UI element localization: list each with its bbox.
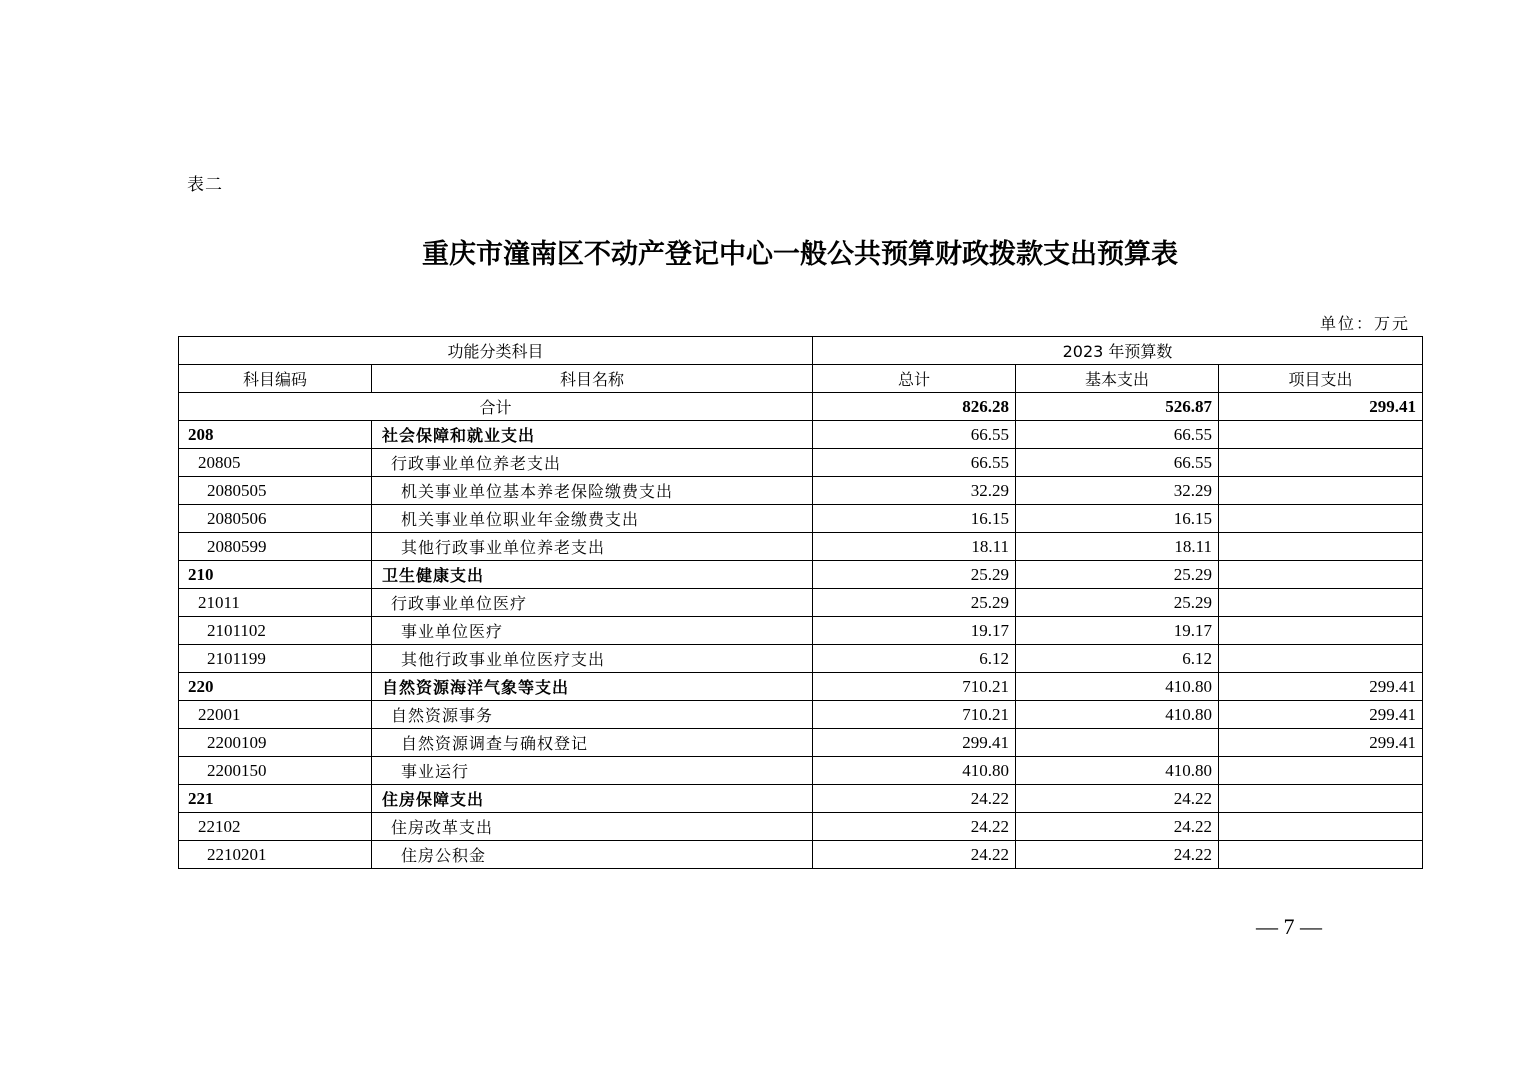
subject-name-cell: 其他行政事业单位养老支出 <box>372 533 813 561</box>
total-cell: 710.21 <box>813 701 1016 729</box>
subject-code-cell: 21011 <box>179 589 372 617</box>
header-subject-code: 科目编码 <box>179 365 372 393</box>
project-expenditure-cell <box>1219 757 1423 785</box>
table-row <box>179 841 1423 869</box>
subject-code-cell: 221 <box>179 785 372 813</box>
total-cell: 24.22 <box>813 841 1016 869</box>
header-subject-name: 科目名称 <box>372 365 813 393</box>
total-project: 299.41 <box>1219 393 1423 421</box>
table-row <box>179 729 1423 757</box>
subject-name-cell: 社会保障和就业支出 <box>372 421 813 449</box>
subject-name-cell: 自然资源事务 <box>372 701 813 729</box>
subject-code-cell: 22001 <box>179 701 372 729</box>
basic-expenditure-cell: 410.80 <box>1016 701 1219 729</box>
header-functional-classification: 功能分类科目 <box>179 337 813 365</box>
basic-expenditure-cell: 16.15 <box>1016 505 1219 533</box>
unit-label: 单位：万元 <box>1319 314 1410 333</box>
total-cell: 19.17 <box>813 617 1016 645</box>
total-cell: 410.80 <box>813 757 1016 785</box>
header-basic-expenditure: 基本支出 <box>1016 365 1219 393</box>
project-expenditure-cell: 299.41 <box>1219 729 1423 757</box>
project-expenditure-cell <box>1219 785 1423 813</box>
total-cell: 18.11 <box>813 533 1016 561</box>
total-cell: 66.55 <box>813 421 1016 449</box>
basic-expenditure-cell: 410.80 <box>1016 757 1219 785</box>
project-expenditure-cell <box>1219 813 1423 841</box>
basic-expenditure-cell: 25.29 <box>1016 561 1219 589</box>
subject-code-cell: 2080599 <box>179 533 372 561</box>
total-cell: 25.29 <box>813 589 1016 617</box>
basic-expenditure-cell <box>1016 729 1219 757</box>
budget-table <box>178 336 1423 869</box>
total-cell: 66.55 <box>813 449 1016 477</box>
subject-name-cell: 其他行政事业单位医疗支出 <box>372 645 813 673</box>
table-row <box>179 673 1423 701</box>
basic-expenditure-cell: 18.11 <box>1016 533 1219 561</box>
basic-expenditure-cell: 66.55 <box>1016 421 1219 449</box>
project-expenditure-cell <box>1219 841 1423 869</box>
subject-code-cell: 20805 <box>179 449 372 477</box>
basic-expenditure-cell: 66.55 <box>1016 449 1219 477</box>
subject-code-cell: 22102 <box>179 813 372 841</box>
table-row <box>179 449 1423 477</box>
table-row <box>179 533 1423 561</box>
total-cell: 24.22 <box>813 813 1016 841</box>
subject-name-cell: 自然资源调查与确权登记 <box>372 729 813 757</box>
total-total: 826.28 <box>813 393 1016 421</box>
table-row <box>179 785 1423 813</box>
table-row <box>179 645 1423 673</box>
basic-expenditure-cell: 24.22 <box>1016 785 1219 813</box>
table-row <box>179 589 1423 617</box>
project-expenditure-cell <box>1219 421 1423 449</box>
basic-expenditure-cell: 410.80 <box>1016 673 1219 701</box>
header-project-expenditure: 项目支出 <box>1219 365 1423 393</box>
subject-name-cell: 事业单位医疗 <box>372 617 813 645</box>
page-number: — 7 — <box>1256 914 1322 939</box>
project-expenditure-cell <box>1219 561 1423 589</box>
subject-name-cell: 住房保障支出 <box>372 785 813 813</box>
basic-expenditure-cell: 6.12 <box>1016 645 1219 673</box>
basic-expenditure-cell: 19.17 <box>1016 617 1219 645</box>
project-expenditure-cell <box>1219 505 1423 533</box>
subject-code-cell: 210 <box>179 561 372 589</box>
project-expenditure-cell <box>1219 645 1423 673</box>
basic-expenditure-cell: 24.22 <box>1016 813 1219 841</box>
total-cell: 6.12 <box>813 645 1016 673</box>
basic-expenditure-cell: 25.29 <box>1016 589 1219 617</box>
project-expenditure-cell <box>1219 589 1423 617</box>
header-total: 总计 <box>813 365 1016 393</box>
project-expenditure-cell: 299.41 <box>1219 673 1423 701</box>
basic-expenditure-cell: 24.22 <box>1016 841 1219 869</box>
total-cell: 24.22 <box>813 785 1016 813</box>
subject-name-cell: 自然资源海洋气象等支出 <box>372 673 813 701</box>
table-row <box>179 757 1423 785</box>
header-group-row <box>179 337 1423 365</box>
total-cell: 710.21 <box>813 673 1016 701</box>
subject-code-cell: 2210201 <box>179 841 372 869</box>
subject-name-cell: 住房公积金 <box>372 841 813 869</box>
table-row <box>179 421 1423 449</box>
table-row <box>179 561 1423 589</box>
subject-code-cell: 208 <box>179 421 372 449</box>
subject-code-cell: 2101102 <box>179 617 372 645</box>
table-label: 表二 <box>187 175 223 195</box>
project-expenditure-cell: 299.41 <box>1219 701 1423 729</box>
total-cell: 25.29 <box>813 561 1016 589</box>
subject-name-cell: 卫生健康支出 <box>372 561 813 589</box>
table-row <box>179 701 1423 729</box>
subject-name-cell: 事业运行 <box>372 757 813 785</box>
project-expenditure-cell <box>1219 533 1423 561</box>
total-cell: 16.15 <box>813 505 1016 533</box>
subject-name-cell: 行政事业单位医疗 <box>372 589 813 617</box>
basic-expenditure-cell: 32.29 <box>1016 477 1219 505</box>
table-row <box>179 477 1423 505</box>
subject-code-cell: 220 <box>179 673 372 701</box>
document-title: 重庆市潼南区不动产登记中心一般公共预算财政拨款支出预算表 <box>422 239 1178 270</box>
project-expenditure-cell <box>1219 617 1423 645</box>
subject-code-cell: 2200109 <box>179 729 372 757</box>
subject-name-cell: 住房改革支出 <box>372 813 813 841</box>
table-row <box>179 813 1423 841</box>
project-expenditure-cell <box>1219 477 1423 505</box>
header-column-row <box>179 365 1423 393</box>
table-row <box>179 505 1423 533</box>
subject-name-cell: 机关事业单位职业年金缴费支出 <box>372 505 813 533</box>
subject-name-cell: 行政事业单位养老支出 <box>372 449 813 477</box>
header-budget-year: 2023 年预算数 <box>813 337 1423 365</box>
subject-code-cell: 2101199 <box>179 645 372 673</box>
total-row <box>179 393 1423 421</box>
total-cell: 32.29 <box>813 477 1016 505</box>
subject-code-cell: 2080505 <box>179 477 372 505</box>
subject-name-cell: 机关事业单位基本养老保险缴费支出 <box>372 477 813 505</box>
subject-code-cell: 2080506 <box>179 505 372 533</box>
total-basic: 526.87 <box>1016 393 1219 421</box>
table-row <box>179 617 1423 645</box>
total-cell: 299.41 <box>813 729 1016 757</box>
project-expenditure-cell <box>1219 449 1423 477</box>
total-label: 合计 <box>179 393 813 421</box>
subject-code-cell: 2200150 <box>179 757 372 785</box>
